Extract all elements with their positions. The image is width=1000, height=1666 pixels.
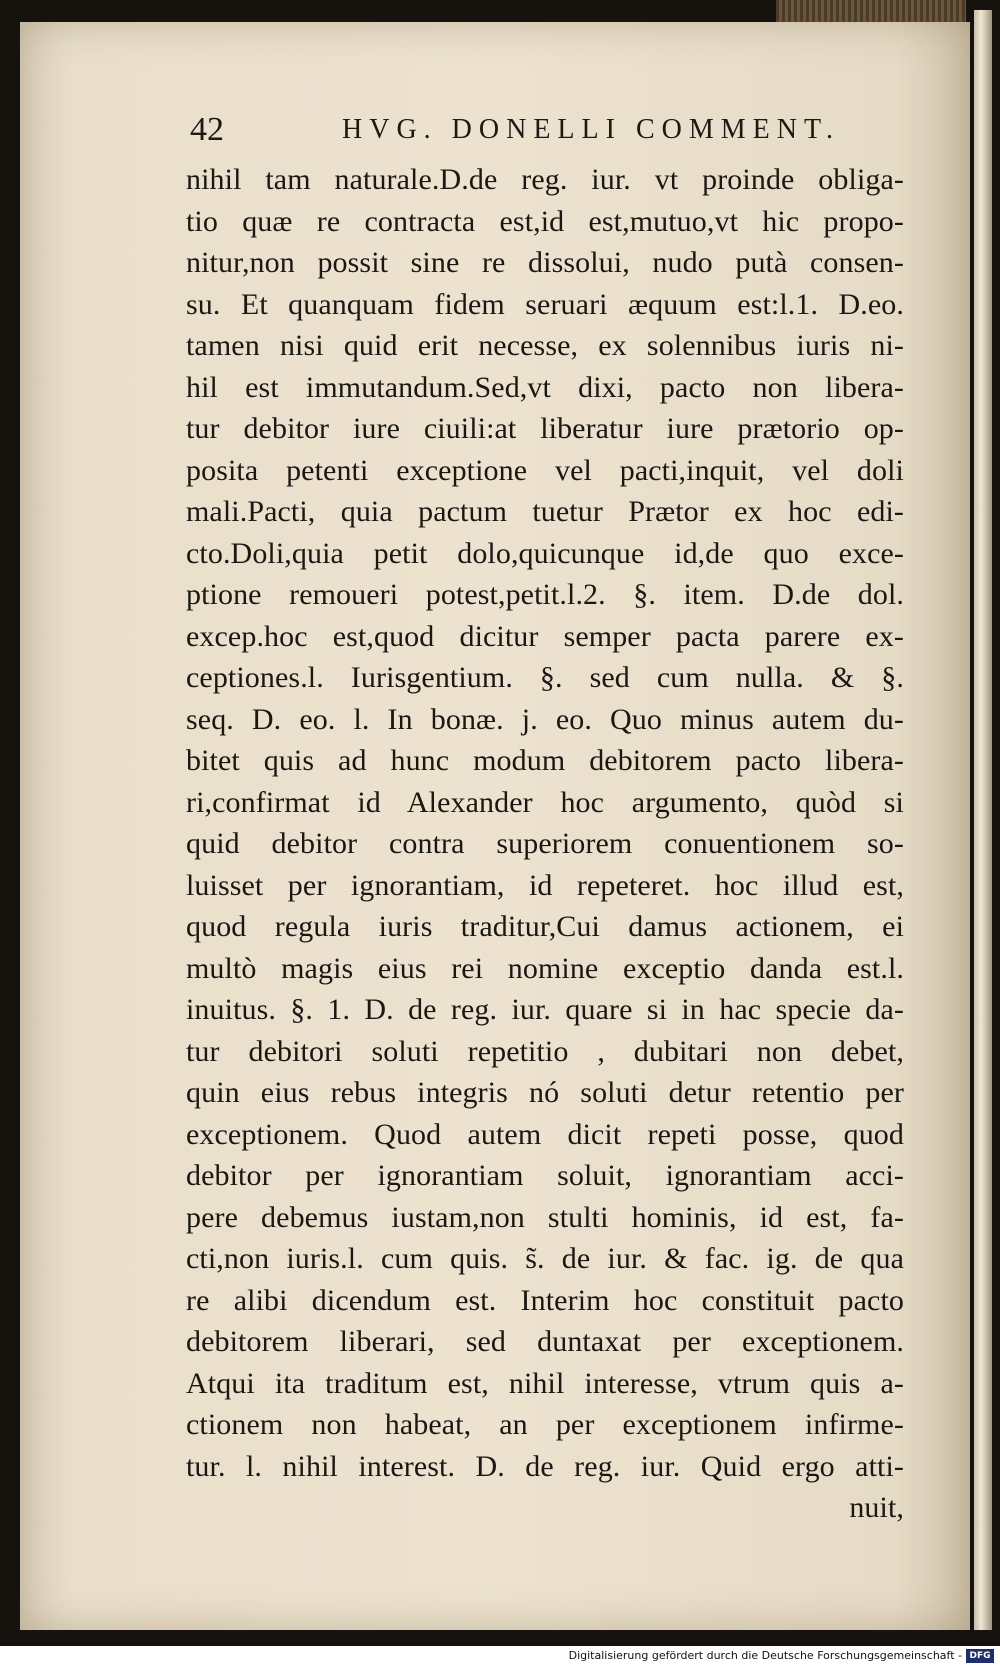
text-line: luisset per ignorantiam, id repeteret. hoc illud est, xyxy=(186,868,904,902)
text-line: cti,non iuris.l. cum quis. s̃. de iur. & fac. ig. de qua xyxy=(186,1242,904,1275)
page-number: 42 xyxy=(190,111,224,148)
text-line: multò magis eius rei nomine exceptio danda est.l. xyxy=(186,951,904,985)
text-line: quin eius rebus integris nó soluti detur retentio per xyxy=(186,1076,904,1109)
text-line: tur. l. nihil interest. D. de reg. iur. Quid ergo atti- xyxy=(186,1449,904,1483)
text-line: ptione remoueri potest,petit.l.2. §. item. D.de dol. xyxy=(186,578,904,611)
text-line: ctionem non habeat, an per exceptionem infirme- xyxy=(186,1408,904,1441)
text-line: quod regula iuris traditur,Cui damus actionem, ei xyxy=(186,910,904,943)
dfg-logo: DFG xyxy=(966,1649,994,1663)
running-head-title: HVG. DONELLI COMMENT. xyxy=(342,114,840,145)
text-line: pere debemus iustam,non stulti hominis, id est, fa- xyxy=(186,1200,904,1234)
digitization-footer xyxy=(0,1646,1000,1666)
text-line: cto.Doli,quia petit dolo,quicunque id,de quo exce- xyxy=(186,536,904,570)
running-head xyxy=(190,108,890,152)
text-line: tur debitori soluti repetitio , dubitari non debet, xyxy=(186,1034,904,1068)
text-line: debitor per ignorantiam soluit, ignorantiam acci- xyxy=(186,1159,904,1192)
text-line: inuitus. §. 1. D. de reg. iur. quare si in hac specie da- xyxy=(186,993,904,1026)
text-line: tur debitor iure ciuili:at liberatur iure prætorio op- xyxy=(186,412,904,445)
text-line: ri,confirmat id Alexander hoc argumento, quòd si xyxy=(186,785,904,819)
text-line: ceptiones.l. Iurisgentium. §. sed cum nulla. & §. xyxy=(186,661,904,694)
text-line: quid debitor contra superiorem conuentionem so- xyxy=(186,827,904,860)
text-line: exceptionem. Quod autem dicit repeti posse, quod xyxy=(186,1117,904,1151)
text-line: nitur,non possit sine re dissolui, nudo putà consen- xyxy=(186,246,904,279)
text-line: mali.Pacti, quia pactum tuetur Prætor ex hoc edi- xyxy=(186,495,904,528)
text-line: seq. D. eo. l. In bonæ. ј. eo. Quo minus autem du- xyxy=(186,702,904,736)
footer-credit: Digitalisierung gefördert durch die Deutsche Forschungsgemeinschaft - xyxy=(568,1649,962,1662)
text-line: nihil tam naturale.D.de reg. iur. vt proinde obliga- xyxy=(186,163,904,196)
text-line: tamen nisi quid erit necesse, ex solennibus iuris ni- xyxy=(186,329,904,362)
text-line: hil est immutandum.Sed,vt dixi, pacto non libera- xyxy=(186,370,904,404)
catchword: nuit, xyxy=(849,1491,904,1524)
page-fore-edge xyxy=(974,10,992,1630)
text-line: debitorem liberari, sed duntaxat per exceptionem. xyxy=(186,1325,904,1358)
text-line: tio quæ re contracta est,id est,mutuo,vt hic propo- xyxy=(186,204,904,238)
body-text xyxy=(186,159,904,1529)
text-line: su. Et quanquam fidem seruari æquum est:l.1. D.eo. xyxy=(186,287,904,321)
text-line: bitet quis ad hunc modum debitorem pacto libera- xyxy=(186,744,904,777)
text-line: posita petenti exceptione vel pacti,inquit, vel doli xyxy=(186,453,904,487)
book-spine-edge xyxy=(776,0,966,24)
text-line: excep.hoc est,quod dicitur semper pacta parere ex- xyxy=(186,619,904,653)
text-line: re alibi dicendum est. Interim hoc constituit pacto xyxy=(186,1283,904,1317)
text-line: Atqui ita traditum est, nihil interesse, vtrum quis a- xyxy=(186,1366,904,1400)
